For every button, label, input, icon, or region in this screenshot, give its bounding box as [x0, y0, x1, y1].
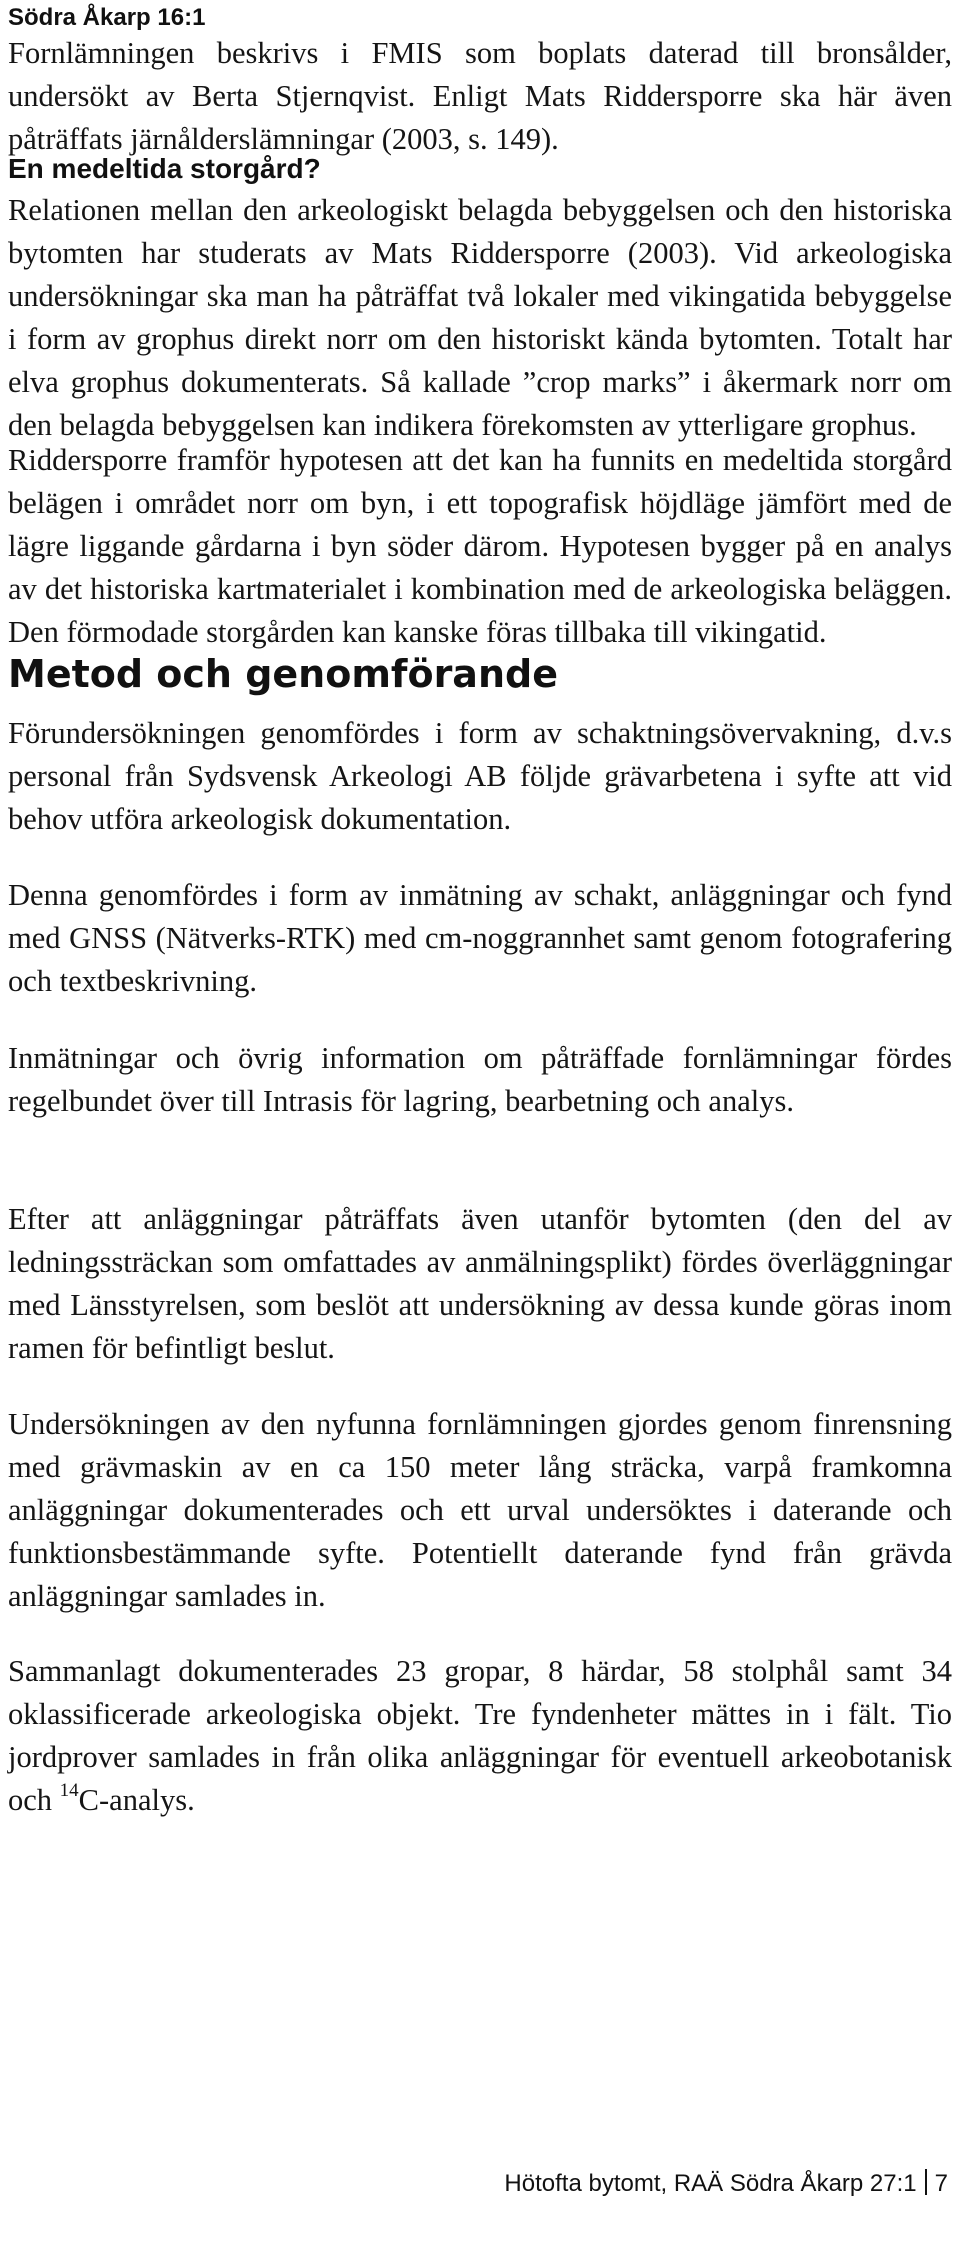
- paragraph-sodra-akarp: Fornlämningen beskrivs i FMIS som boplats daterad till bronsålder, undersökt av Berta Stjernqvist. Enligt Mats Riddersporre ska här även påträffats järnålderslämningar (2003, s. 149).: [8, 36, 952, 156]
- footer-title: Hötofta bytomt, RAÄ Södra Åkarp 27:1: [504, 2170, 917, 2197]
- paragraph-metod-6-tail: C-analys.: [78, 1783, 195, 1817]
- paragraph-metod-1: Förundersökningen genomfördes i form av schaktningsövervakning, d.v.s personal från Sydsvensk Arkeologi AB följde grävarbetena i syfte att vid behov utföra arkeologisk dokumentation.: [8, 716, 952, 836]
- paragraph-metod-6: [8, 1650, 952, 1822]
- footer-separator: [925, 2169, 927, 2195]
- paragraph-metod-3: Inmätningar och övrig information om påträffade fornlämningar fördes regelbundet över till Intrasis för lagring, bearbetning och analys.: [8, 1041, 952, 1118]
- paragraph-storgard-2: Riddersporre framför hypotesen att det kan ha funnits en medeltida storgård belägen i området norr om byn, i ett topografisk höjdläge jämfört med de lägre liggande gårdarna i byn söder därom. Hypotesen bygger på en analys av det historiska kartmaterialet i kombination med de arkeologiska beläggen. Den förmodade storgården kan kanske föras tillbaka till vikingatid.: [8, 443, 952, 649]
- section-heading-sodra-akarp: Södra Åkarp 16:1: [8, 4, 206, 31]
- page-footer: [504, 2168, 948, 2200]
- paragraph-metod-2: Denna genomfördes i form av inmätning av schakt, anläggningar och fynd med GNSS (Nätverks-RTK) med cm-noggrannhet samt genom fotografering och textbeskrivning.: [8, 878, 952, 998]
- paragraph-metod-6-text: Sammanlagt dokumenterades 23 gropar, 8 härdar, 58 stolphål samt 34 oklassificerade arkeologiska objekt. Tre fyndenheter mättes in i fält. Tio jordprover samlades in från olika anläggningar för eventuell arkeobotanisk och: [8, 1654, 952, 1817]
- paragraph-storgard-1: Relationen mellan den arkeologiskt belagda bebyggelsen och den historiska bytomten har studerats av Mats Riddersporre (2003). Vid arkeologiska undersökningar ska man ha påträffat två lokaler med vikingatida bebyggelse i form av grophus direkt norr om den historiskt kända bytomten. Totalt har elva grophus dokumenterats. Så kallade ”crop marks” i åkermark norr om den belagda bebyggelsen kan indikera förekomsten av ytterligare grophus.: [8, 193, 952, 442]
- section-heading-metod: Metod och genomförande: [8, 652, 558, 696]
- paragraph-metod-4: Efter att anläggningar påträffats även utanför bytomten (den del av ledningssträckan som omfattades av anmälningsplikt) fördes överläggningar med Länsstyrelsen, som beslöt att undersökning av dessa kunde göras inom ramen för befintligt beslut.: [8, 1202, 952, 1365]
- paragraph-metod-5: Undersökningen av den nyfunna fornlämningen gjordes genom finrensning med grävmaskin av en ca 150 meter lång sträcka, varpå framkomna anläggningar dokumenterades och ett urval undersöktes i daterande och funktionsbestämmande syfte. Potentiellt daterande fynd från grävda anläggningar samlades in.: [8, 1407, 952, 1613]
- page-number: 7: [934, 2170, 948, 2197]
- section-heading-medeltida-storgard: En medeltida storgård?: [8, 153, 321, 184]
- superscript-fourteen: 14: [59, 1780, 79, 1801]
